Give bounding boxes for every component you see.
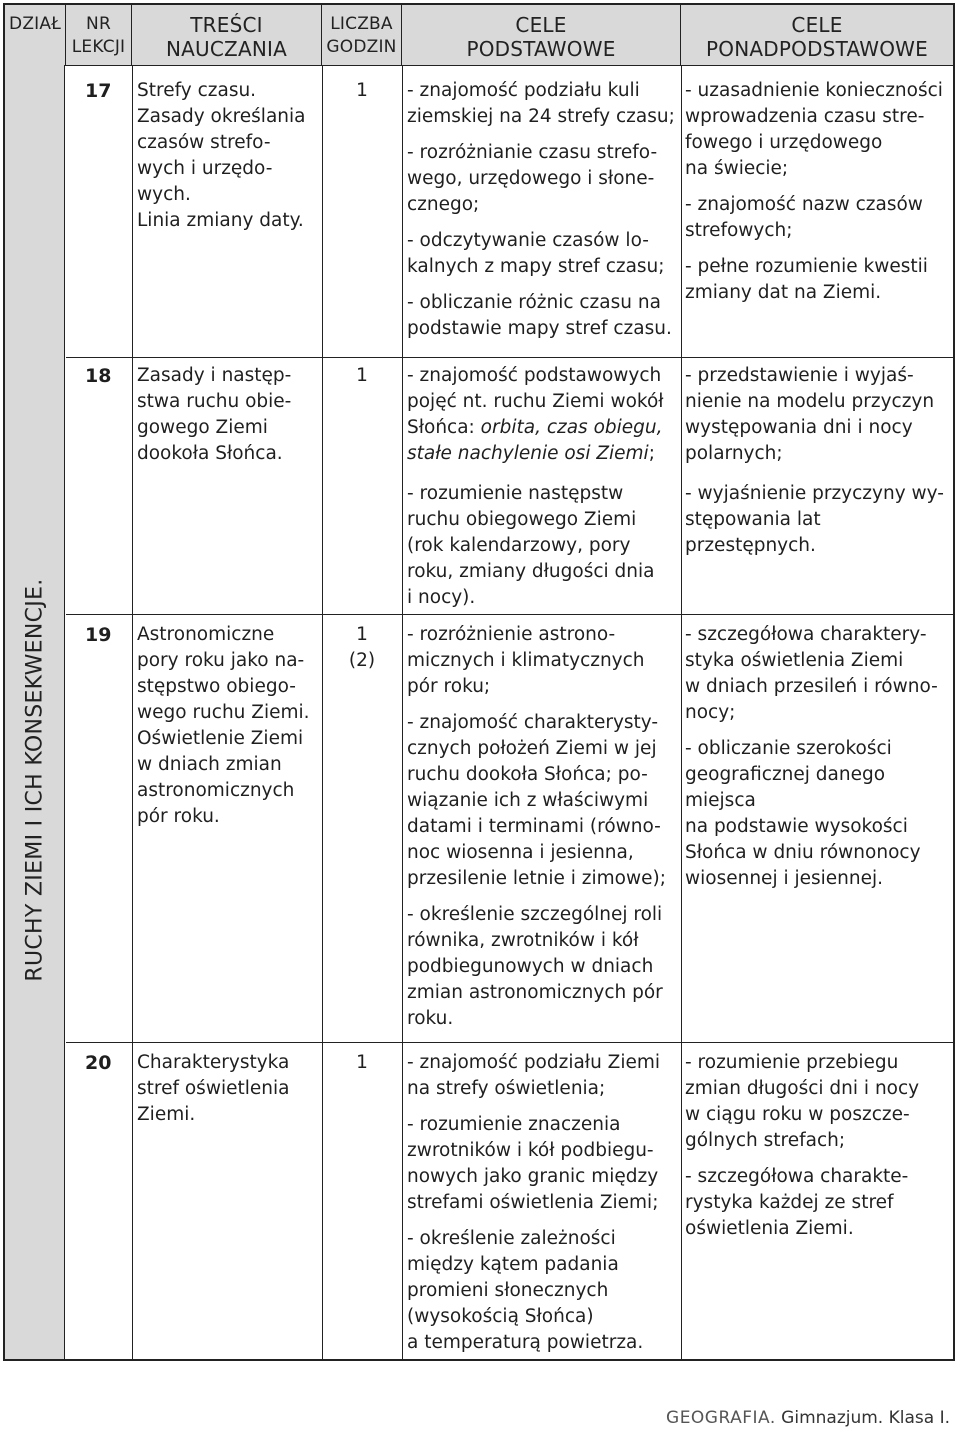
goal-line: - rozumienie przebiegu	[685, 1052, 899, 1073]
goal-line: - znajomość charakterysty-	[407, 712, 659, 733]
goal-line: - rozróżnianie czasu strefo-	[407, 142, 658, 163]
lesson-number: 19	[85, 624, 112, 646]
header-text: TREŚCI	[190, 13, 263, 37]
goal-line: nowych jako granic między	[407, 1166, 659, 1187]
topic-line: wych i urzędo-	[137, 158, 273, 179]
goal-line: - rozumienie znaczenia	[407, 1114, 621, 1135]
goal-line: - odczytywanie czasów lo-	[407, 230, 649, 251]
header-dzial-text: DZIAŁ	[9, 14, 61, 34]
goal-line: - szczegółowa charaktery-	[685, 624, 927, 645]
topic-line: czasów strefo-	[137, 132, 271, 153]
goal-line: noc wiosenna i jesienna,	[407, 842, 634, 863]
goal-line: - szczegółowa charakte-	[685, 1166, 909, 1187]
goal-line: pór roku;	[407, 676, 491, 697]
goal-item	[407, 1050, 679, 1102]
topic-line: Zasady określania	[137, 106, 306, 127]
header-nr-lekcji	[66, 5, 132, 65]
column-divider	[132, 65, 133, 1359]
goal-line: - określenie szczególnej roli	[407, 904, 663, 925]
header-tresci	[132, 5, 322, 65]
topic-line: Zasady i następ-	[137, 365, 292, 386]
goal-line: na świecie;	[685, 158, 789, 179]
hours-value: 1	[356, 1052, 368, 1073]
hours-value: 1	[356, 365, 368, 386]
goal-item	[407, 902, 679, 1032]
goal-item	[685, 1050, 951, 1154]
goal-line: cznych położeń Ziemi w jej	[407, 738, 657, 759]
goal-line: styka oświetlenia Ziemi	[685, 650, 904, 671]
goal-line: pojęć nt. ruchu Ziemi wokół	[407, 391, 664, 412]
topic-line: Astronomiczne	[137, 624, 275, 645]
advanced-goals	[685, 1050, 951, 1252]
goal-line: cznego;	[407, 194, 480, 215]
goal-item	[685, 78, 951, 182]
goal-line: przesilenie letnie i zimowe);	[407, 868, 666, 889]
header-text: NAUCZANIA	[166, 37, 287, 61]
lesson-number: 18	[85, 365, 112, 387]
hours-value: 1	[356, 80, 368, 101]
goal-item	[407, 1112, 679, 1216]
goal-text: ;	[648, 443, 655, 464]
header-text: LEKCJI	[71, 37, 126, 57]
goal-item	[685, 192, 951, 244]
header-text: PONADPODSTAWOWE	[706, 37, 928, 61]
goal-line: - wyjaśnienie przyczyny wy-	[685, 483, 944, 504]
basic-goals	[407, 622, 679, 1042]
goal-line	[407, 441, 679, 467]
topic-line: Charakterystyka	[137, 1052, 290, 1073]
goal-line: - znajomość podziału Ziemi	[407, 1052, 661, 1073]
page-footer	[666, 1408, 950, 1428]
goal-text-italic: orbita, czas obiegu,	[480, 417, 663, 438]
row-divider	[66, 1042, 953, 1043]
topic-line: stwa ruchu obie-	[137, 391, 292, 412]
goal-item	[407, 290, 679, 342]
topic-line: stępstwo obiego-	[137, 676, 296, 697]
goal-line: ziemskiej na 24 strefy czasu;	[407, 106, 675, 127]
goal-line: (wysokością Słońca)	[407, 1306, 594, 1327]
goal-line: gólnych strefach;	[685, 1130, 846, 1151]
topic-line: pór roku.	[137, 806, 220, 827]
lesson-topic	[137, 78, 319, 234]
goal-item	[685, 363, 951, 467]
header-text: PODSTAWOWE	[466, 37, 616, 61]
goal-item	[407, 228, 679, 280]
topic-line: pory roku jako na-	[137, 650, 305, 671]
goal-line: między kątem padania	[407, 1254, 619, 1275]
goal-line: wprowadzenia czasu stre-	[685, 106, 925, 127]
basic-goals	[407, 363, 679, 621]
header-text: GODZIN	[326, 37, 397, 57]
goal-line: podbiegunowych w dniach	[407, 956, 654, 977]
goal-line: roku.	[407, 1008, 454, 1029]
goal-line: - rozumienie następstw	[407, 483, 624, 504]
goal-line: występowania dni i nocy	[685, 417, 913, 438]
column-divider	[322, 65, 323, 1359]
topic-line: w dniach zmian	[137, 754, 282, 775]
basic-goals	[407, 78, 679, 352]
lesson-number: 20	[85, 1052, 112, 1074]
header-text: NR	[86, 14, 111, 34]
goal-line: w dniach przesileń i równo-	[685, 676, 938, 697]
goal-line: - określenie zależności	[407, 1228, 616, 1249]
goal-line: promieni słonecznych	[407, 1280, 609, 1301]
topic-line: Ziemi.	[137, 1104, 196, 1125]
goal-line: zwrotników i kół podbiegu-	[407, 1140, 654, 1161]
goal-line: - znajomość podziału kuli	[407, 80, 640, 101]
advanced-goals	[685, 363, 951, 569]
advanced-goals	[685, 622, 951, 902]
goal-line: wego, urzędowego i słone-	[407, 168, 655, 189]
header-text: CELE	[515, 13, 567, 37]
goal-item	[407, 78, 679, 130]
goal-line: polarnych;	[685, 443, 783, 464]
lesson-hours	[322, 622, 402, 674]
header-cele-podstawowe	[402, 5, 681, 65]
lesson-topic	[137, 363, 319, 467]
goal-line: micznych i klimatycznych	[407, 650, 645, 671]
goal-line: geograficznej danego miejsca	[685, 764, 886, 811]
goal-text-italic: stałe nachylenie osi Ziemi	[407, 443, 649, 464]
goal-item	[407, 622, 679, 700]
row-divider	[66, 357, 953, 358]
goal-line: zmian astronomicznych pór	[407, 982, 663, 1003]
goal-line: wiosennej i jesiennej.	[685, 868, 884, 889]
goal-line: strefami oświetlenia Ziemi;	[407, 1192, 659, 1213]
goal-line: równika, zwrotników i kół	[407, 930, 639, 951]
header-dzial	[5, 5, 66, 65]
goal-line: datami i terminami (równo-	[407, 816, 661, 837]
lesson-hours	[322, 1050, 402, 1076]
goal-line: Słońca w dniu równonocy	[685, 842, 921, 863]
goal-item	[685, 622, 951, 726]
goal-item	[685, 254, 951, 306]
goal-line: - znajomość podstawowych	[407, 365, 662, 386]
goal-line: a temperaturą powietrza.	[407, 1332, 644, 1353]
basic-goals	[407, 1050, 679, 1366]
goal-item	[407, 140, 679, 218]
goal-line: na strefy oświetlenia;	[407, 1078, 606, 1099]
topic-line: wego ruchu Ziemi.	[137, 702, 310, 723]
advanced-goals	[685, 78, 951, 316]
goal-line: wiązanie ich z właściwymi	[407, 790, 649, 811]
goal-text: Słońca:	[407, 417, 481, 438]
hours-value: (2)	[348, 650, 376, 671]
goal-line: w ciągu roku w poszcze-	[685, 1104, 910, 1125]
topic-line: Oświetlenie Ziemi	[137, 728, 304, 749]
goal-line: fowego i urzędowego	[685, 132, 883, 153]
goal-item	[685, 736, 951, 892]
goal-line: kalnych z mapy stref czasu;	[407, 256, 665, 277]
goal-line: nienie na modelu przyczyn	[685, 391, 935, 412]
footer-subject: GEOGRAFIA.	[666, 1408, 776, 1428]
goal-item	[685, 481, 951, 559]
goal-item	[407, 1226, 679, 1356]
goal-line: ruchu dookoła Słońca; po-	[407, 764, 648, 785]
lesson-hours	[322, 78, 402, 104]
header-divider	[5, 65, 953, 66]
goal-line: - przedstawienie i wyjaś-	[685, 365, 914, 386]
topic-line: Strefy czasu.	[137, 80, 257, 101]
goal-line: - rozróżnienie astrono-	[407, 624, 616, 645]
hours-value: 1	[356, 624, 368, 645]
lesson-topic	[137, 1050, 319, 1128]
goal-line: rystyka każdej ze stref	[685, 1192, 894, 1213]
topic-line: stref oświetlenia	[137, 1078, 290, 1099]
goal-line: - obliczanie różnic czasu na	[407, 292, 661, 313]
header-text: LICZBA	[330, 14, 393, 34]
topic-line: dookoła Słońca.	[137, 443, 283, 464]
goal-line	[407, 415, 679, 441]
goal-line: podstawie mapy stref czasu.	[407, 318, 672, 339]
lesson-topic	[137, 622, 319, 830]
lesson-hours	[322, 363, 402, 389]
column-divider	[681, 65, 682, 1359]
curriculum-table	[3, 3, 955, 1361]
topic-line: astronomicznych	[137, 780, 295, 801]
column-divider	[402, 65, 403, 1359]
header-text: CELE	[791, 13, 843, 37]
goal-line: strefowych;	[685, 220, 793, 241]
section-column	[5, 65, 65, 1359]
goal-line: zmian długości dni i nocy	[685, 1078, 920, 1099]
goal-line: zmiany dat na Ziemi.	[685, 282, 882, 303]
goal-line: (rok kalendarzowy, pory	[407, 535, 631, 556]
goal-item	[407, 363, 679, 467]
goal-line: stępowania lat przestępnych.	[685, 509, 821, 556]
goal-line: nocy;	[685, 702, 736, 723]
header-liczba-godzin	[322, 5, 402, 65]
lesson-number: 17	[85, 80, 112, 102]
topic-line: gowego Ziemi	[137, 417, 268, 438]
goal-item	[407, 481, 679, 611]
goal-line: - pełne rozumienie kwestii	[685, 256, 928, 277]
goal-line: ruchu obiegowego Ziemi	[407, 509, 637, 530]
goal-item	[407, 710, 679, 892]
goal-line: - obliczanie szerokości	[685, 738, 892, 759]
section-title: RUCHY ZIEMI I ICH KONSEKWENCJE.	[22, 578, 48, 982]
topic-line: wych.	[137, 184, 191, 205]
goal-line: roku, zmiany długości dnia	[407, 561, 655, 582]
footer-level: Gimnazjum. Klasa I.	[781, 1408, 950, 1428]
goal-item	[685, 1164, 951, 1242]
goal-line: oświetlenia Ziemi.	[685, 1218, 854, 1239]
goal-line: - uzasadnienie konieczności	[685, 80, 943, 101]
goal-line: i nocy).	[407, 587, 476, 608]
header-cele-ponadpodstawowe	[681, 5, 953, 65]
topic-line: Linia zmiany daty.	[137, 210, 304, 231]
goal-line: - znajomość nazw czasów	[685, 194, 923, 215]
goal-line: na podstawie wysokości	[685, 816, 908, 837]
